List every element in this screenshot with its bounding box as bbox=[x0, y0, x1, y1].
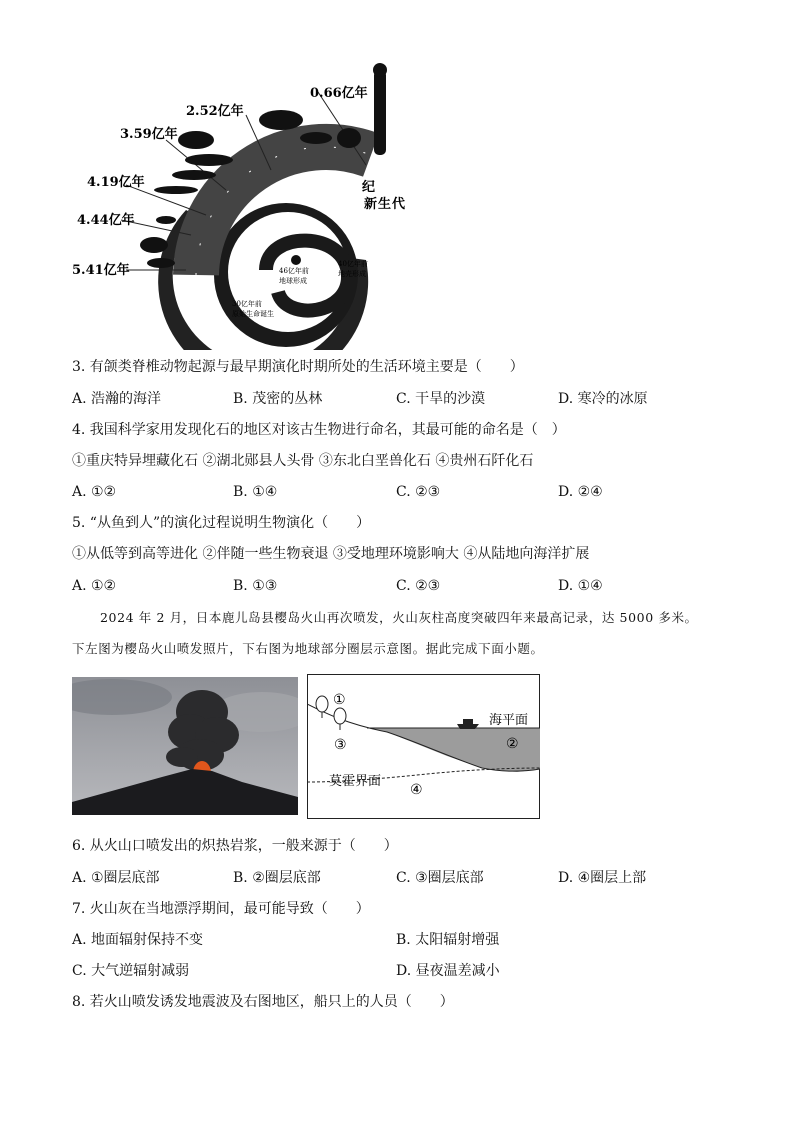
label-circle-1: ① bbox=[333, 692, 346, 708]
age-label-2: 3.59亿年 bbox=[120, 127, 178, 142]
spiral-label-4: 30亿年前 bbox=[232, 300, 262, 308]
question-3-option-c[interactable]: C. 干旱的沙漠 bbox=[396, 391, 486, 407]
spiral-label-3: 地壳形成 bbox=[338, 270, 366, 278]
label-circle-2: ② bbox=[506, 736, 519, 752]
volcano-eruption-photo bbox=[72, 677, 298, 815]
sea-level-label: 海平面 bbox=[489, 713, 529, 728]
question-4-items: ①重庆特异埋藏化石 ②湖北郧县人头骨 ③东北白垩兽化石 ④贵州石阡化石 bbox=[72, 453, 534, 469]
age-label-4: 4.44亿年 bbox=[77, 213, 135, 228]
question-7-option-d[interactable]: D. 昼夜温差减小 bbox=[396, 963, 500, 979]
spiral-label-0: 46亿年前 bbox=[279, 267, 309, 275]
question-3-option-b[interactable]: B. 茂密的丛林 bbox=[233, 391, 323, 407]
question-7-option-a[interactable]: A. 地面辐射保持不变 bbox=[72, 932, 204, 948]
passage-line-1: 2024 年 2 月，日本鹿儿岛县樱岛火山再次喷发，火山灰柱高度突破四年来最高记录，达 5000 多米。 bbox=[100, 610, 698, 625]
spiral-label-2: 40亿年前 bbox=[338, 260, 368, 268]
question-5-items: ①从低等到高等进化 ②伴随一些生物衰退 ③受地理环境影响大 ④从陆地向海洋扩展 bbox=[72, 546, 590, 562]
question-3-option-d[interactable]: D. 寒冷的冰原 bbox=[558, 391, 648, 407]
question-4-stem: 4. 我国科学家用发现化石的地区对该古生物进行命名，其最可能的命名是（ ） bbox=[72, 422, 566, 438]
question-4-option-c[interactable]: C. ②③ bbox=[396, 484, 441, 500]
question-3-stem: 3. 有颌类脊椎动物起源与最早期演化时期所处的生活环境主要是（ ） bbox=[72, 359, 524, 375]
era-label-xin: 新 bbox=[364, 197, 378, 212]
moho-label: 莫霍界面 bbox=[329, 774, 382, 789]
label-circle-4: ④ bbox=[410, 782, 423, 798]
earth-layers-diagram bbox=[307, 674, 540, 819]
age-label-5: 5.41亿年 bbox=[72, 263, 130, 278]
question-5-option-d[interactable]: D. ①④ bbox=[558, 578, 603, 594]
era-label-ji: 纪 bbox=[362, 180, 376, 195]
question-5-option-c[interactable]: C. ②③ bbox=[396, 578, 441, 594]
question-8-stem: 8. 若火山喷发诱发地震波及右图地区，船只上的人员（ ） bbox=[72, 994, 454, 1010]
question-6-option-d[interactable]: D. ④圈层上部 bbox=[558, 870, 647, 886]
question-4-option-a[interactable]: A. ①② bbox=[72, 484, 117, 500]
question-5-stem: 5. “从鱼到人”的演化过程说明生物演化（ ） bbox=[72, 515, 371, 531]
age-label-3: 4.19亿年 bbox=[87, 175, 145, 190]
question-5-option-b[interactable]: B. ①③ bbox=[233, 578, 278, 594]
question-7-option-c[interactable]: C. 大气逆辐射减弱 bbox=[72, 963, 190, 979]
passage-line-2: 下左图为樱岛火山喷发照片，下右图为地球部分圈层示意图。据此完成下面小题。 bbox=[72, 641, 544, 656]
question-4-option-d[interactable]: D. ②④ bbox=[558, 484, 603, 500]
era-label-dai: 代 bbox=[392, 197, 406, 212]
geologic-timeline-figure bbox=[66, 60, 406, 350]
era-label-sheng: 生 bbox=[378, 197, 392, 212]
question-6-option-a[interactable]: A. ①圈层底部 bbox=[72, 870, 160, 886]
question-7-option-b[interactable]: B. 太阳辐射增强 bbox=[396, 932, 500, 948]
label-circle-3: ③ bbox=[334, 737, 347, 753]
question-6-stem: 6. 从火山口喷发出的炽热岩浆，一般来源于（ ） bbox=[72, 838, 398, 854]
spiral-label-5: 原始生命诞生 bbox=[232, 310, 274, 318]
question-6-option-b[interactable]: B. ②圈层底部 bbox=[233, 870, 321, 886]
question-5-option-a[interactable]: A. ①② bbox=[72, 578, 117, 594]
question-4-option-b[interactable]: B. ①④ bbox=[233, 484, 278, 500]
question-3-option-a[interactable]: A. 浩瀚的海洋 bbox=[72, 391, 162, 407]
spiral-label-1: 地球形成 bbox=[279, 277, 307, 285]
age-label-1: 2.52亿年 bbox=[186, 104, 244, 119]
age-label-0: 0.66亿年 bbox=[310, 86, 368, 101]
question-7-stem: 7. 火山灰在当地漂浮期间，最可能导致（ ） bbox=[72, 901, 370, 917]
question-6-option-c[interactable]: C. ③圈层底部 bbox=[396, 870, 484, 886]
